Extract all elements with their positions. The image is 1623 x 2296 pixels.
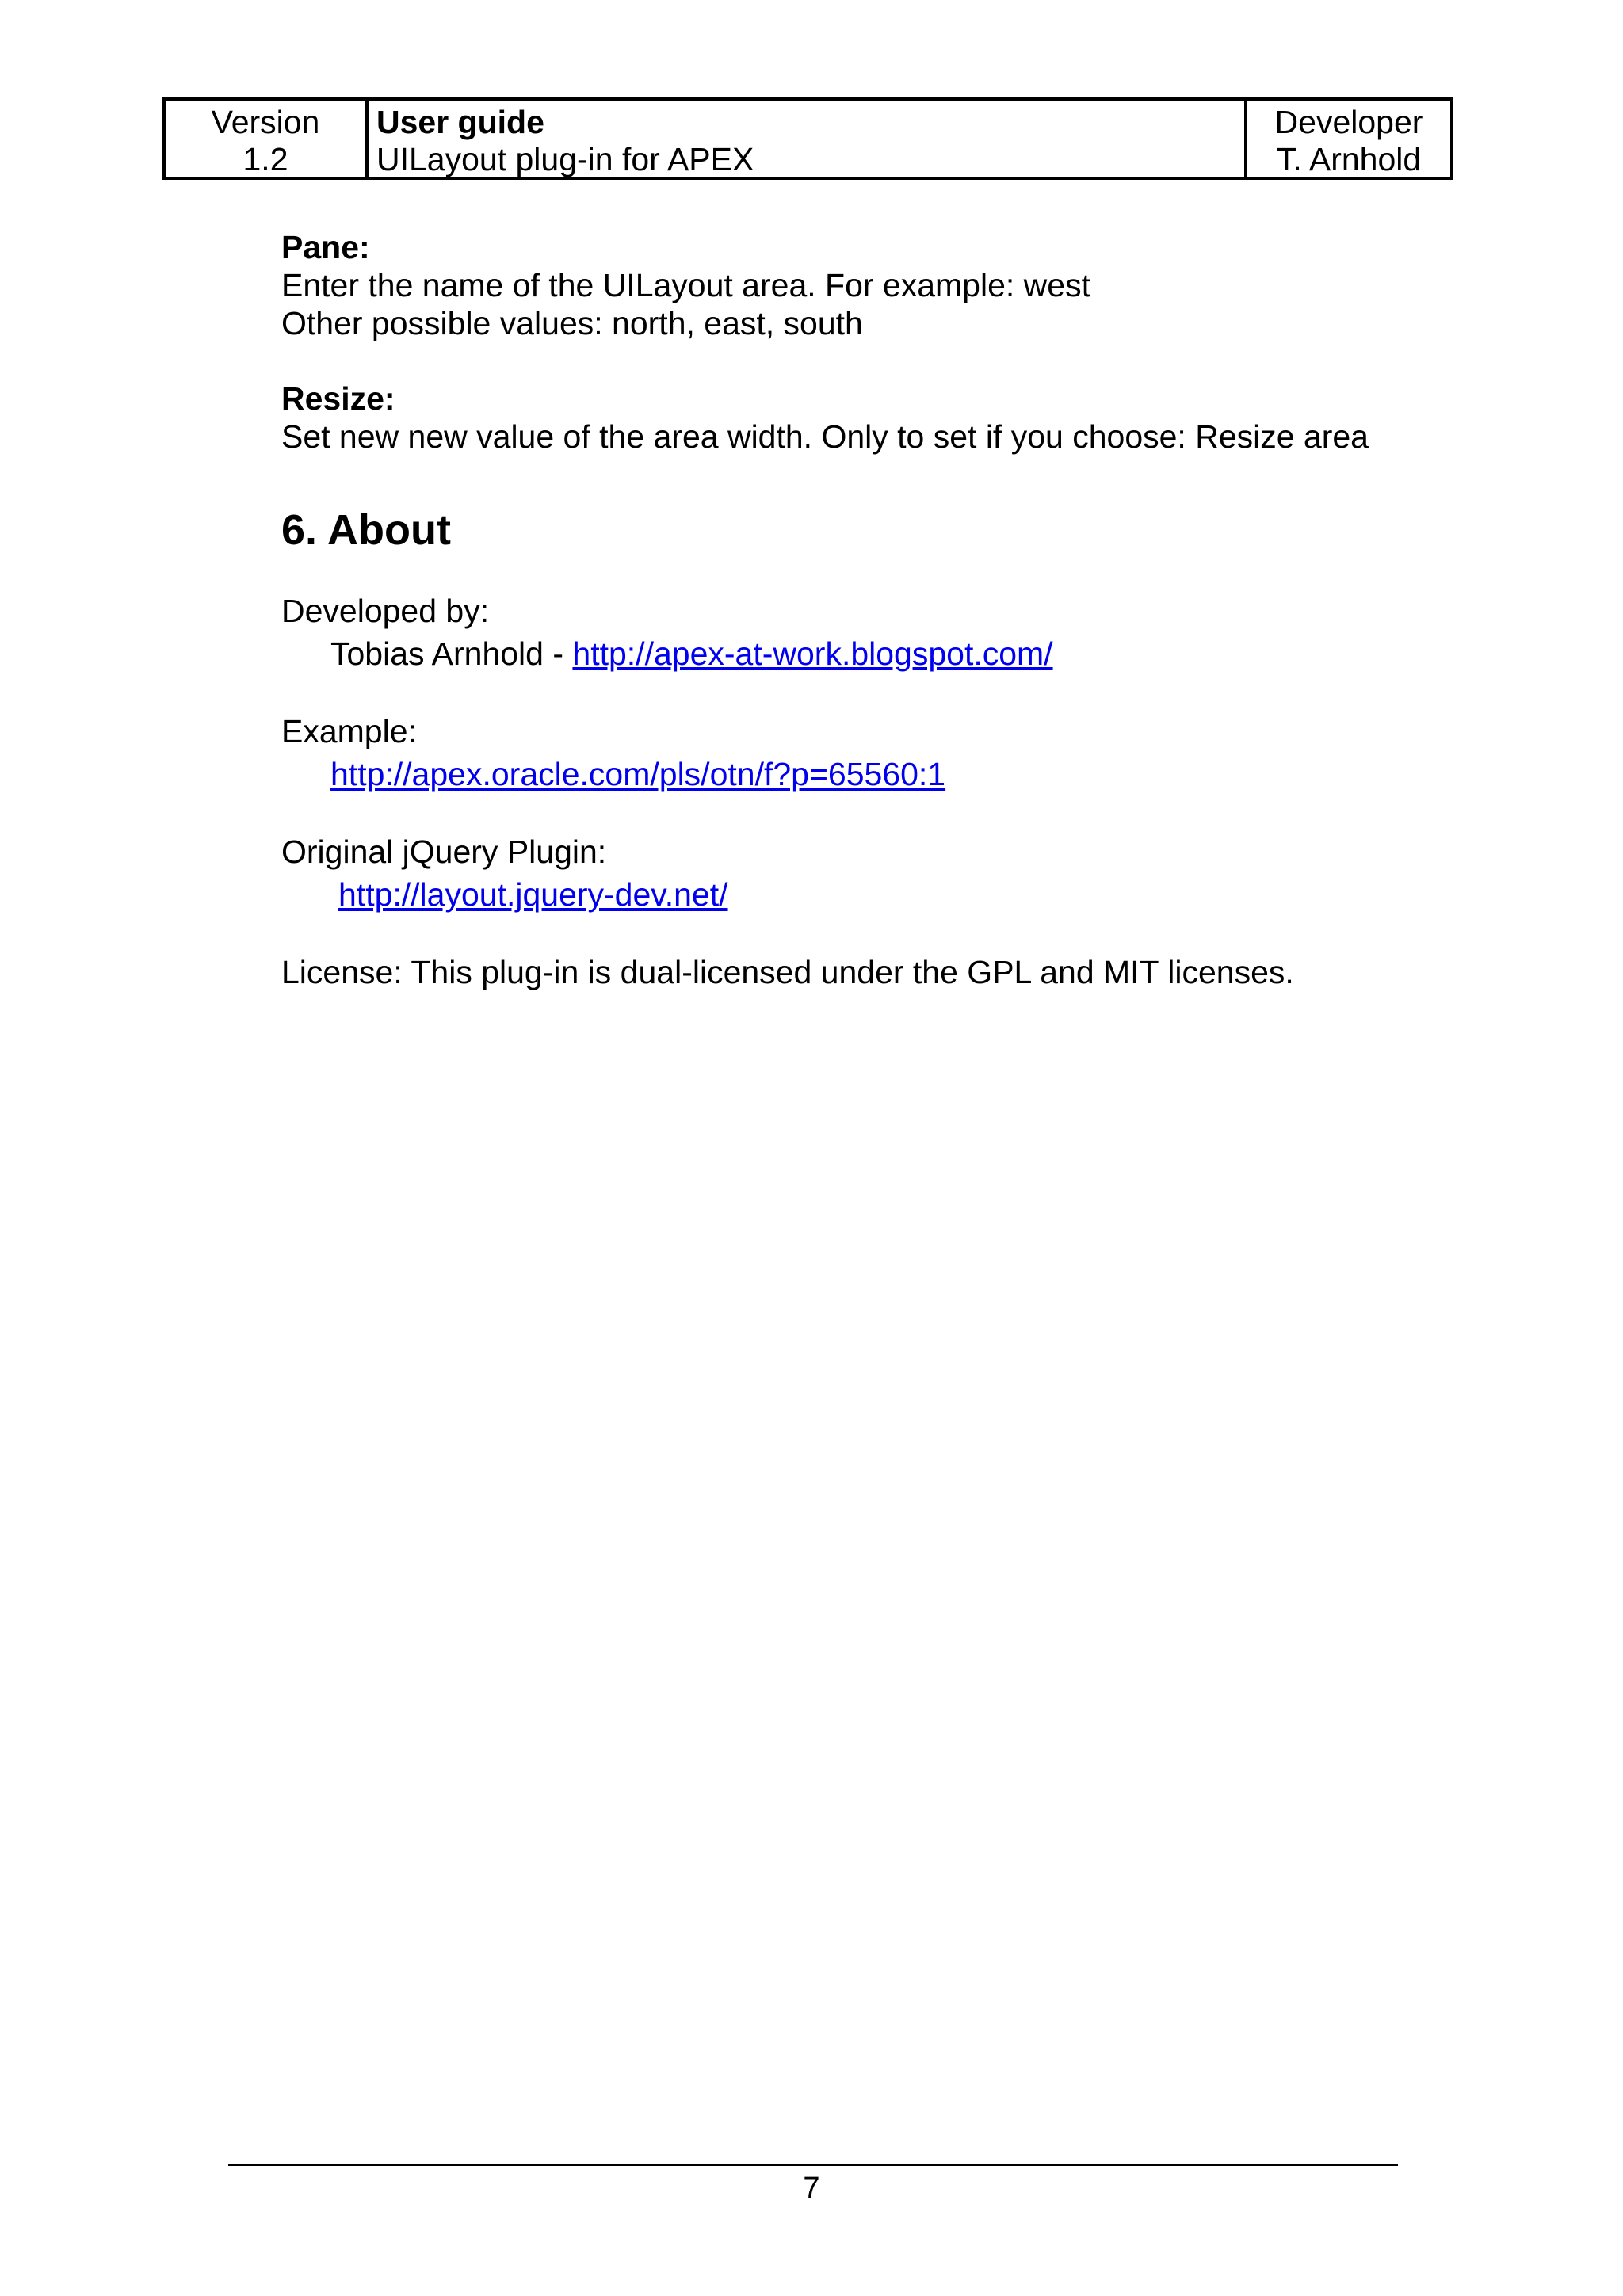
title-cell <box>369 101 1247 177</box>
doc-title: UILayout plug-in for APEX <box>376 141 754 177</box>
version-label: Version <box>211 104 320 140</box>
developer-cell <box>1247 101 1450 177</box>
original-plugin-link[interactable]: http://layout.jquery-dev.net/ <box>338 876 728 913</box>
developer-label: Developer <box>1274 104 1423 140</box>
document-header <box>162 97 1453 180</box>
example-label: Example: <box>281 713 417 749</box>
page-content <box>281 228 1470 991</box>
developed-by-label: Developed by: <box>281 593 490 629</box>
footer-divider <box>228 2164 1398 2166</box>
resize-label: Resize: <box>281 380 395 417</box>
version-cell <box>166 101 369 177</box>
original-plugin-line <box>281 871 1470 918</box>
developer-line <box>281 630 1470 677</box>
resize-description: Set new new value of the area width. Only to set if you choose: Resize area <box>281 418 1369 455</box>
pane-label: Pane: <box>281 229 370 265</box>
developer-text: Tobias Arnhold - <box>330 635 573 672</box>
developer-name: T. Arnhold <box>1276 141 1422 177</box>
about-heading: 6. About <box>281 506 451 554</box>
developer-blog-link[interactable]: http://apex-at-work.blogspot.com/ <box>572 635 1053 672</box>
page-number: 7 <box>803 2172 820 2205</box>
example-line <box>281 750 1470 798</box>
pane-description: Enter the name of the UILayout area. For example: west <box>281 267 1090 303</box>
original-plugin-label: Original jQuery Plugin: <box>281 833 607 870</box>
doc-type: User guide <box>376 104 544 140</box>
license-text: License: This plug-in is dual-licensed under the GPL and MIT licenses. <box>281 954 1294 990</box>
example-link[interactable]: http://apex.oracle.com/pls/otn/f?p=65560:1 <box>330 756 946 792</box>
pane-values: Other possible values: north, east, south <box>281 305 863 341</box>
version-value: 1.2 <box>242 141 288 177</box>
